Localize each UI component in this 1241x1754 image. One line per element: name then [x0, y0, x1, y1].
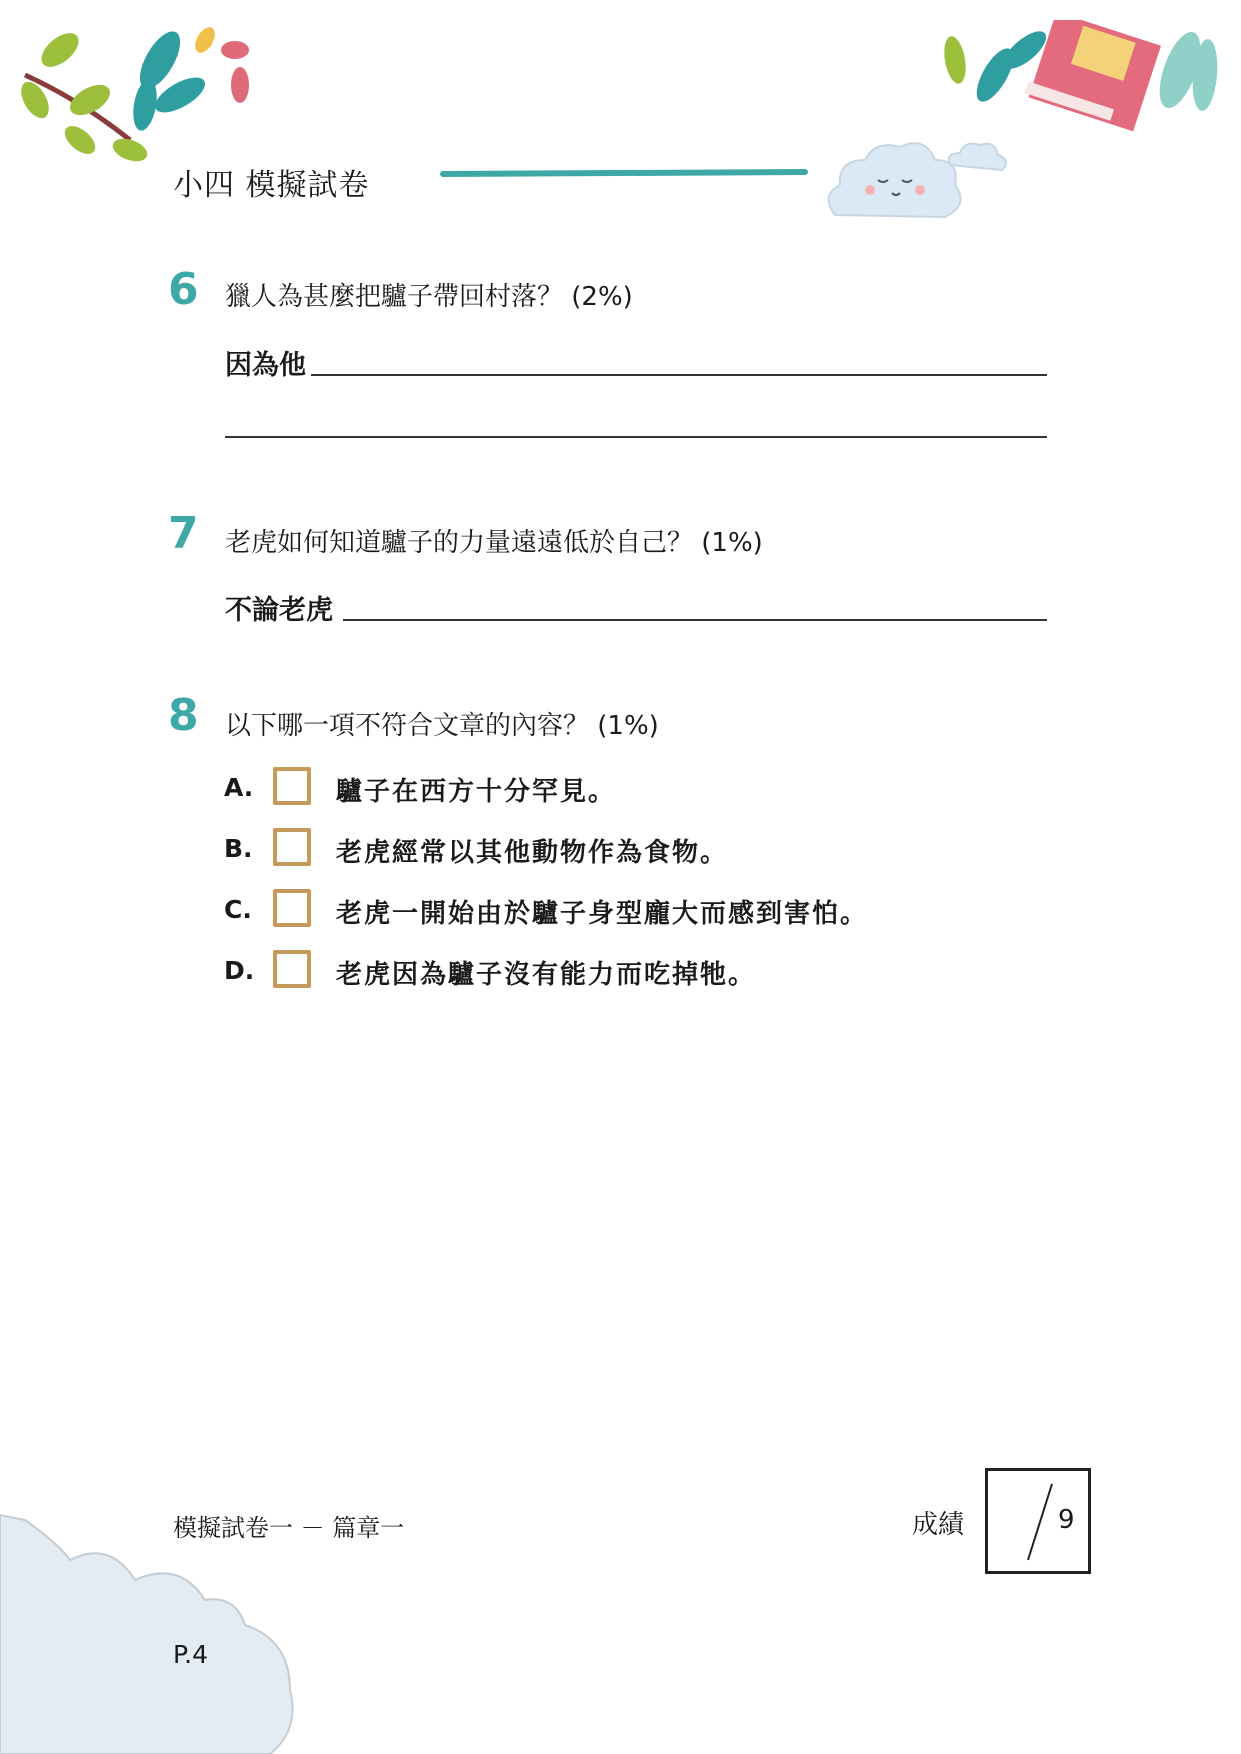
paper-label: 模擬試卷一 － 篇章一 — [173, 1514, 405, 1542]
option-a-checkbox[interactable] — [273, 767, 311, 805]
option-letter: B. — [224, 834, 253, 863]
option-letter: D. — [224, 956, 255, 985]
option-text: 驢子在西方十分罕見。 — [336, 777, 617, 807]
option-letter: A. — [224, 773, 254, 802]
answer-line[interactable] — [343, 619, 1047, 621]
answer-line[interactable] — [225, 436, 1047, 438]
option-b-checkbox[interactable] — [273, 828, 311, 866]
score-label: 成績 — [912, 1510, 965, 1540]
question-number: 8 — [168, 690, 199, 741]
score-slash — [1020, 1480, 1060, 1564]
score-total: 9 — [1058, 1505, 1075, 1535]
question-text: 以下哪一項不符合文章的內容？ (1%) — [225, 711, 659, 741]
question-text: 獵人為甚麼把驢子帶回村落？ (2%) — [225, 282, 633, 312]
question-number: 6 — [168, 264, 199, 315]
option-text: 老虎因為驢子沒有能力而吃掉牠。 — [336, 960, 757, 990]
cloud-face-decoration — [820, 125, 1010, 235]
page-header-title: 小四 模擬試卷 — [173, 168, 370, 203]
option-c-checkbox[interactable] — [273, 889, 311, 927]
page-number: P.4 — [173, 1640, 209, 1669]
option-text: 老虎一開始由於驢子身型龐大而感到害怕。 — [336, 899, 869, 929]
leaf-decoration-left — [20, 20, 260, 170]
option-text: 老虎經常以其他動物作為食物。 — [336, 838, 729, 868]
question-number: 7 — [168, 508, 199, 559]
answer-prefix: 因為他 — [225, 350, 306, 381]
option-letter: C. — [224, 895, 252, 924]
question-text: 老虎如何知道驢子的力量遠遠低於自己？ (1%) — [225, 528, 763, 558]
answer-line[interactable] — [311, 374, 1047, 376]
answer-prefix: 不論老虎 — [225, 595, 333, 626]
header-divider — [440, 169, 808, 177]
option-d-checkbox[interactable] — [273, 950, 311, 988]
